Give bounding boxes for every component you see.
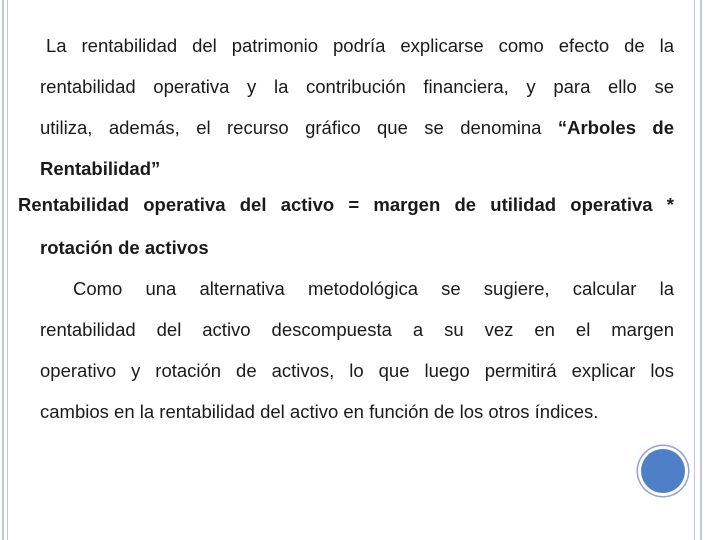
right-frame-line-inner xyxy=(694,0,695,540)
paragraph-line: rentabilidad operativa y la contribución financiera, y para ello se xyxy=(40,76,674,97)
decorative-circle-icon xyxy=(641,449,685,493)
left-frame-line-outer xyxy=(2,0,4,540)
paragraph-line: Como una alternativa metodológica se sugiere, calcular la xyxy=(73,278,674,299)
rentabilidad-term: Rentabilidad” xyxy=(40,158,161,179)
paragraph-line: cambios en la rentabilidad del activo en función de los otros índices. xyxy=(40,401,599,422)
paragraph-line: rentabilidad del activo descompuesta a su vez en el margen xyxy=(40,319,674,340)
paragraph-line: La rentabilidad del patrimonio podría explicarse como efecto de la xyxy=(46,35,674,56)
right-frame-line-outer xyxy=(700,0,702,540)
left-frame-line-inner xyxy=(7,0,8,540)
formula-line: rotación de activos xyxy=(40,237,209,258)
arboles-term: “Arboles de xyxy=(557,117,674,138)
paragraph-alternativa xyxy=(40,268,674,432)
paragraph-line xyxy=(40,107,674,148)
paragraph-line: operativo y rotación de activos, lo que luego permitirá explicar los xyxy=(40,360,674,381)
paragraph-patrimonio xyxy=(40,25,674,189)
formula-rentabilidad-operativa xyxy=(18,183,674,269)
formula-line: Rentabilidad operativa del activo = margen de utilidad operativa * xyxy=(18,194,674,215)
paragraph-line-text: utiliza, además, el recurso gráfico que se denomina xyxy=(40,117,542,138)
